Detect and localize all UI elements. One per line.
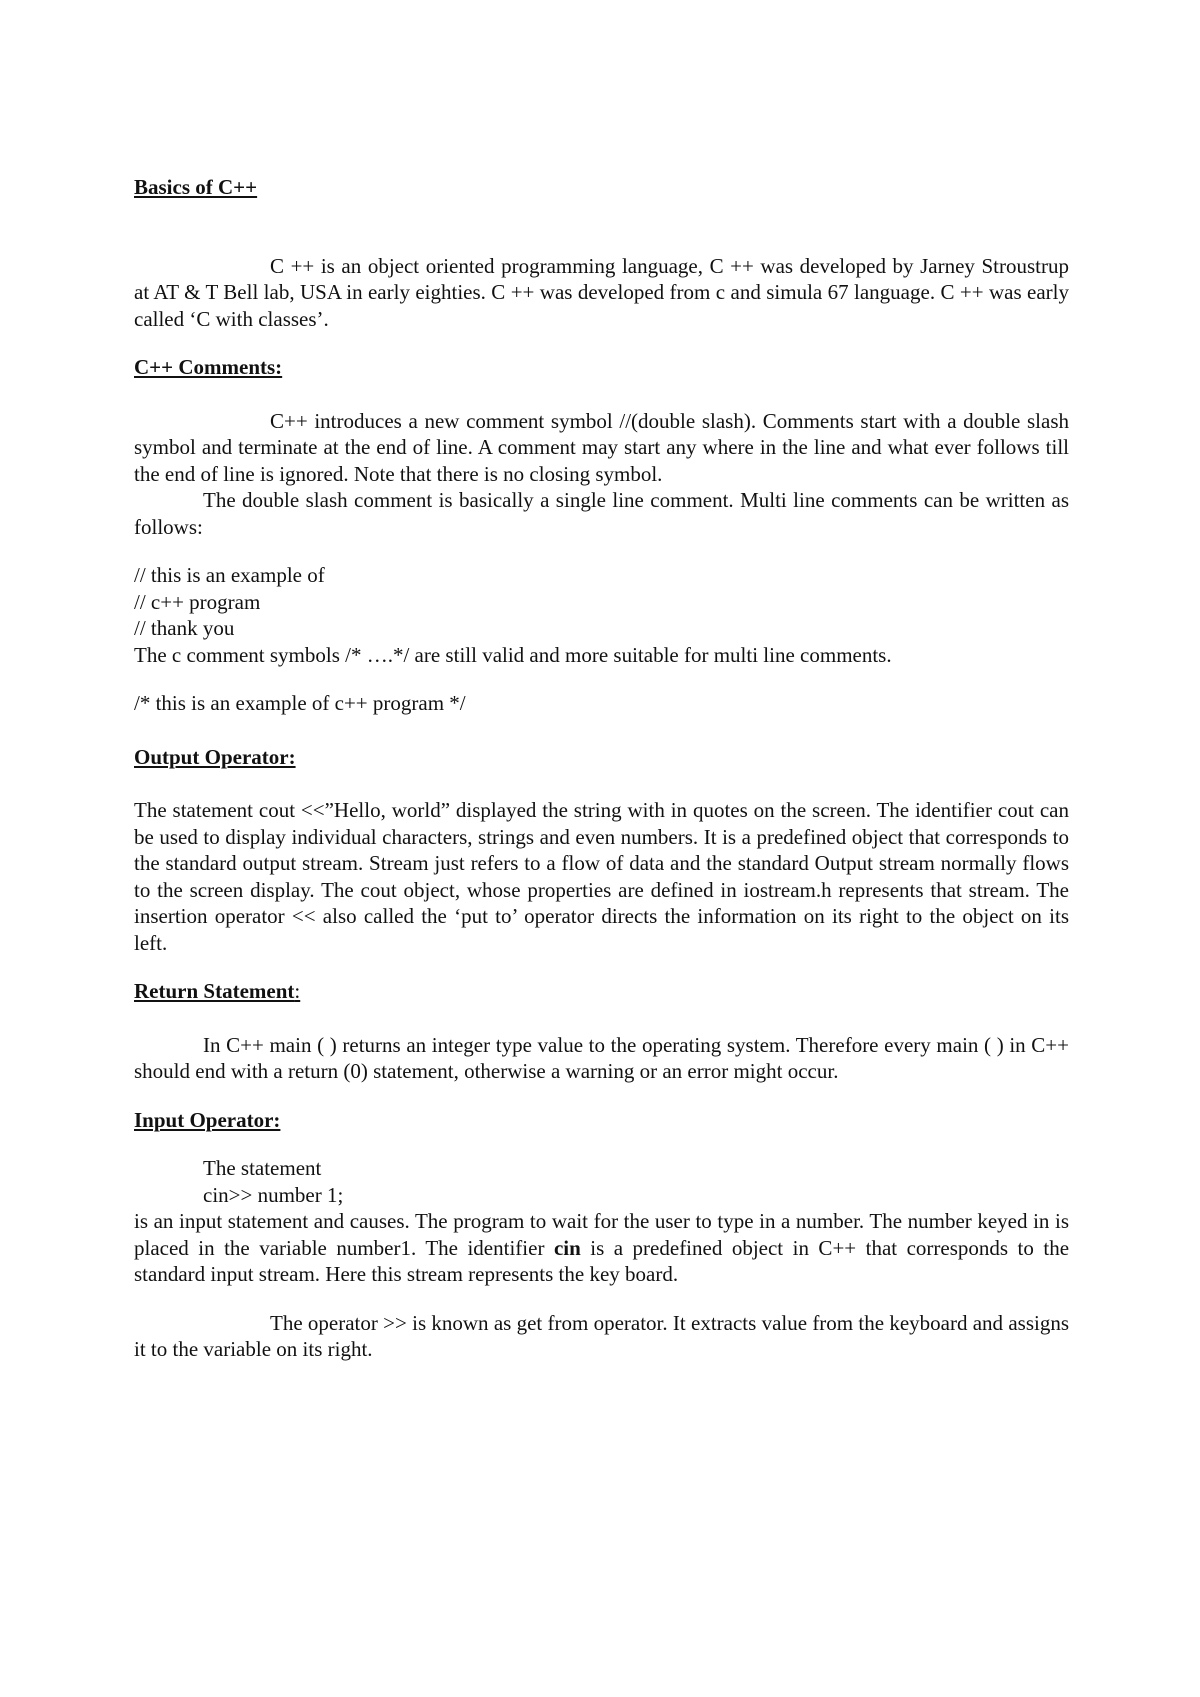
- c-comment-symbols-line: The c comment symbols /* ….*/ are still valid and more suitable for multi line comments.: [134, 642, 892, 667]
- cin-keyword: cin: [553, 1235, 581, 1260]
- c-comment-example: /* this is an example of c++ program */: [134, 691, 466, 715]
- heading-comments: C++ Comments:: [134, 355, 283, 379]
- code-line-1: // this is an example of: [134, 563, 325, 587]
- heading-basics: Basics of C++: [134, 175, 258, 199]
- output-operator-paragraph: The statement cout <<”Hello, world” displayed the string with in quotes on the screen. The identifier cout can be used to display individual characters, strings and even numbers. It is a predefined object that corresponds to the standard output stream. Stream just refers to a flow of data and the standard Output stream normally flows to the screen display. The cout object, whose properties are defined in iostream.h represents that stream. The insertion operator << also called the ‘put to’ operator directs the information on its right to the object on its left.: [134, 798, 1069, 955]
- code-line-2: // c++ program: [134, 589, 261, 614]
- heading-output-operator: Output Operator:: [134, 744, 296, 769]
- heading-return-colon: :: [294, 979, 301, 1003]
- input-statement-line-2: cin>> number 1;: [203, 1182, 344, 1207]
- heading-return-statement: Return Statement:: [134, 979, 301, 1003]
- input-statement-line-1: The statement: [203, 1156, 322, 1180]
- code-line-3: // thank you: [134, 616, 235, 640]
- get-from-operator-paragraph: The operator >> is known as get from operator. It extracts value from the keyboard and assigns it to the variable on its right.: [134, 1310, 1069, 1361]
- heading-input-operator: Input Operator:: [134, 1107, 281, 1132]
- document-page: [134, 174, 1069, 1363]
- input-operator-paragraph: is an input statement and causes. The program to wait for the user to type in a number. The number keyed in is placed in the variable number1. The identifier cin is a predefined object in C++ that corresponds to the standard input stream. Here this stream represents the key board.: [134, 1209, 1070, 1286]
- basics-paragraph: C ++ is an object oriented programming language, C ++ was developed by Jarney Stroustrup at AT & T Bell lab, USA in early eighties. C ++ was developed from c and simula 67 language. C ++ was early called ‘C with classes’.: [134, 253, 1069, 331]
- return-statement-paragraph: In C++ main ( ) returns an integer type value to the operating system. Therefore every main ( ) in C++ should end with a return (0) statement, otherwise a warning or an error might occur.: [134, 1032, 1069, 1083]
- comments-paragraph-1: C++ introduces a new comment symbol //(double slash). Comments start with a double slash symbol and terminate at the end of line. A comment may start any where in the line and what ever follows till the end of line is ignored. Note that there is no closing symbol.: [134, 408, 1069, 486]
- comments-paragraph-2: The double slash comment is basically a single line comment. Multi line comments can be written as follows:: [134, 488, 1069, 539]
